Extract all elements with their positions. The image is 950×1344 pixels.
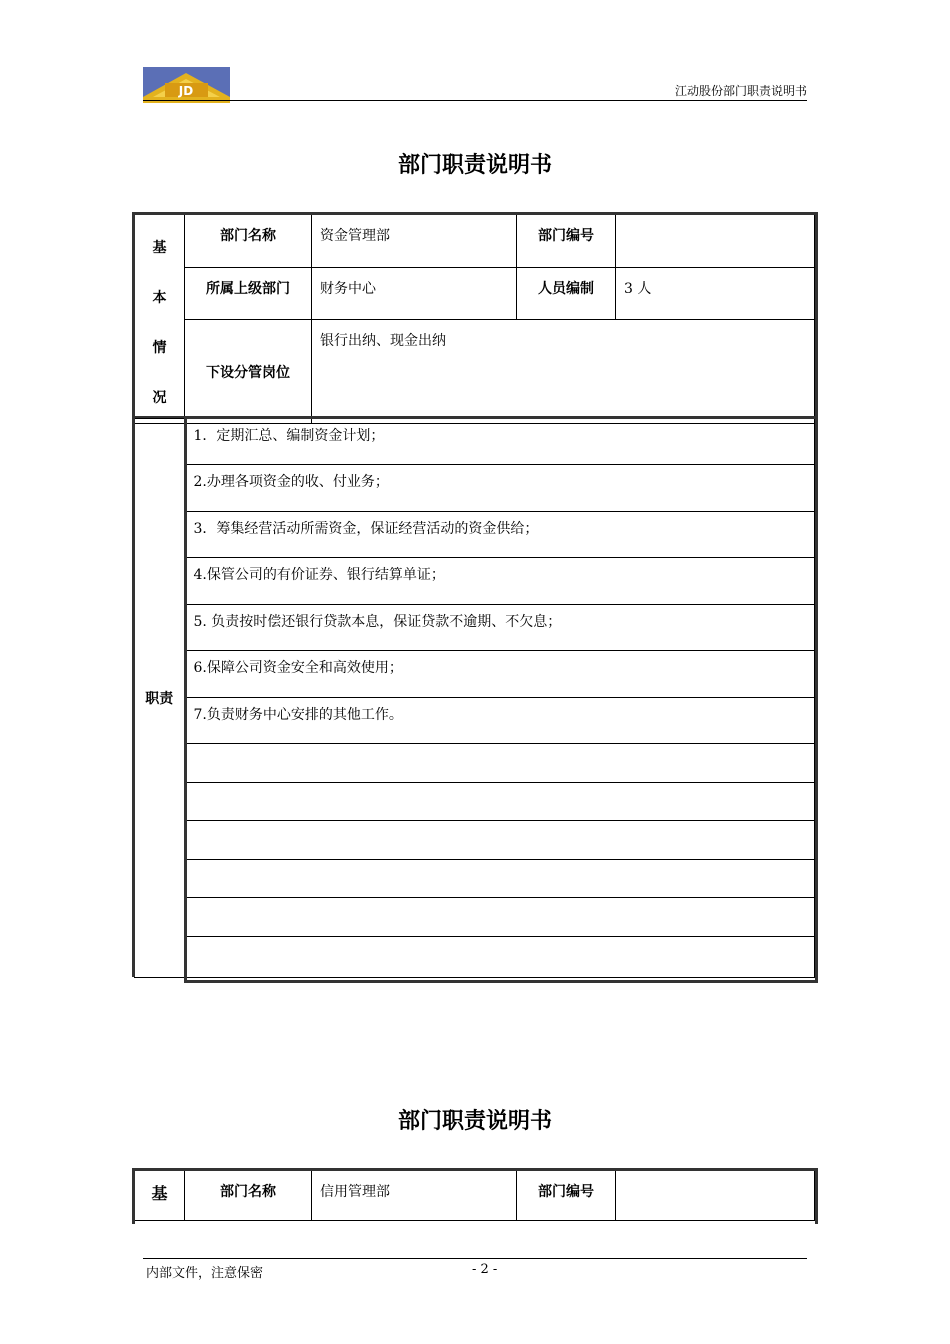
basic-info-side-label: [135, 215, 185, 424]
dept-code-label-2: 部门编号: [517, 1171, 616, 1221]
dept-code-label: 部门编号: [517, 215, 616, 268]
duty-item-8: [185, 744, 815, 783]
side-char-1: 基: [152, 240, 167, 256]
duty-item-10: [185, 821, 815, 860]
duty-item-9: [185, 783, 815, 821]
side-char-2: 本: [152, 290, 167, 306]
header-doc-title: 江动股份部门职责说明书: [674, 84, 807, 98]
duty-table-duties: [134, 418, 815, 978]
dept-name-value: 资金管理部: [312, 215, 517, 268]
footer-confidential: 内部文件，注意保密: [146, 1266, 264, 1281]
duties-side-label: 职责: [135, 419, 185, 978]
sub-positions-label: 下设分管岗位: [185, 320, 312, 424]
footer-divider: [143, 1258, 807, 1259]
company-logo: [143, 67, 230, 103]
dept-name-value-2: 信用管理部: [312, 1171, 517, 1221]
header-divider: [143, 100, 807, 101]
duty-item-12: [185, 898, 815, 937]
duty-item-4: 4.保管公司的有价证券、银行结算单证；: [185, 558, 815, 605]
sub-positions-value: 银行出纳、现金出纳: [312, 320, 815, 424]
basic-info-side-label-2: 基: [135, 1171, 185, 1221]
dept-name-label: 部门名称: [185, 215, 312, 268]
dept-code-value-2: [616, 1171, 815, 1221]
dept-code-value: [616, 215, 815, 268]
duty-item-3: 3．筹集经营活动所需资金，保证经营活动的资金供给；: [185, 512, 815, 558]
duty-item-5: 5. 负责按时偿还银行贷款本息，保证贷款不逾期、不欠息；: [185, 605, 815, 651]
duty-table-2: [134, 1170, 815, 1221]
dept-name-label-2: 部门名称: [185, 1171, 312, 1221]
duty-item-1: 1．定期汇总、编制资金计划；: [185, 419, 815, 465]
duty-item-6: 6.保障公司资金安全和高效使用；: [185, 651, 815, 698]
parent-dept-value: 财务中心: [312, 267, 517, 320]
duty-item-2: 2.办理各项资金的收、付业务；: [185, 465, 815, 512]
staff-quota-value: 3 人: [616, 267, 815, 320]
side-char-3: 情: [152, 340, 167, 356]
staff-quota-label: 人员编制: [517, 267, 616, 320]
duty-item-7: 7.负责财务中心安排的其他工作。: [185, 698, 815, 744]
page-title-2: 部门职责说明书: [397, 1109, 552, 1134]
parent-dept-label: 所属上级部门: [185, 267, 312, 320]
duty-item-11: [185, 860, 815, 898]
side-char-4: 况: [152, 390, 167, 406]
duty-item-13: [185, 937, 815, 978]
footer-page-number: - 2 -: [472, 1262, 498, 1277]
page-title: 部门职责说明书: [397, 153, 552, 178]
duty-table-1: [134, 214, 815, 424]
logo-text: JD: [178, 84, 194, 98]
